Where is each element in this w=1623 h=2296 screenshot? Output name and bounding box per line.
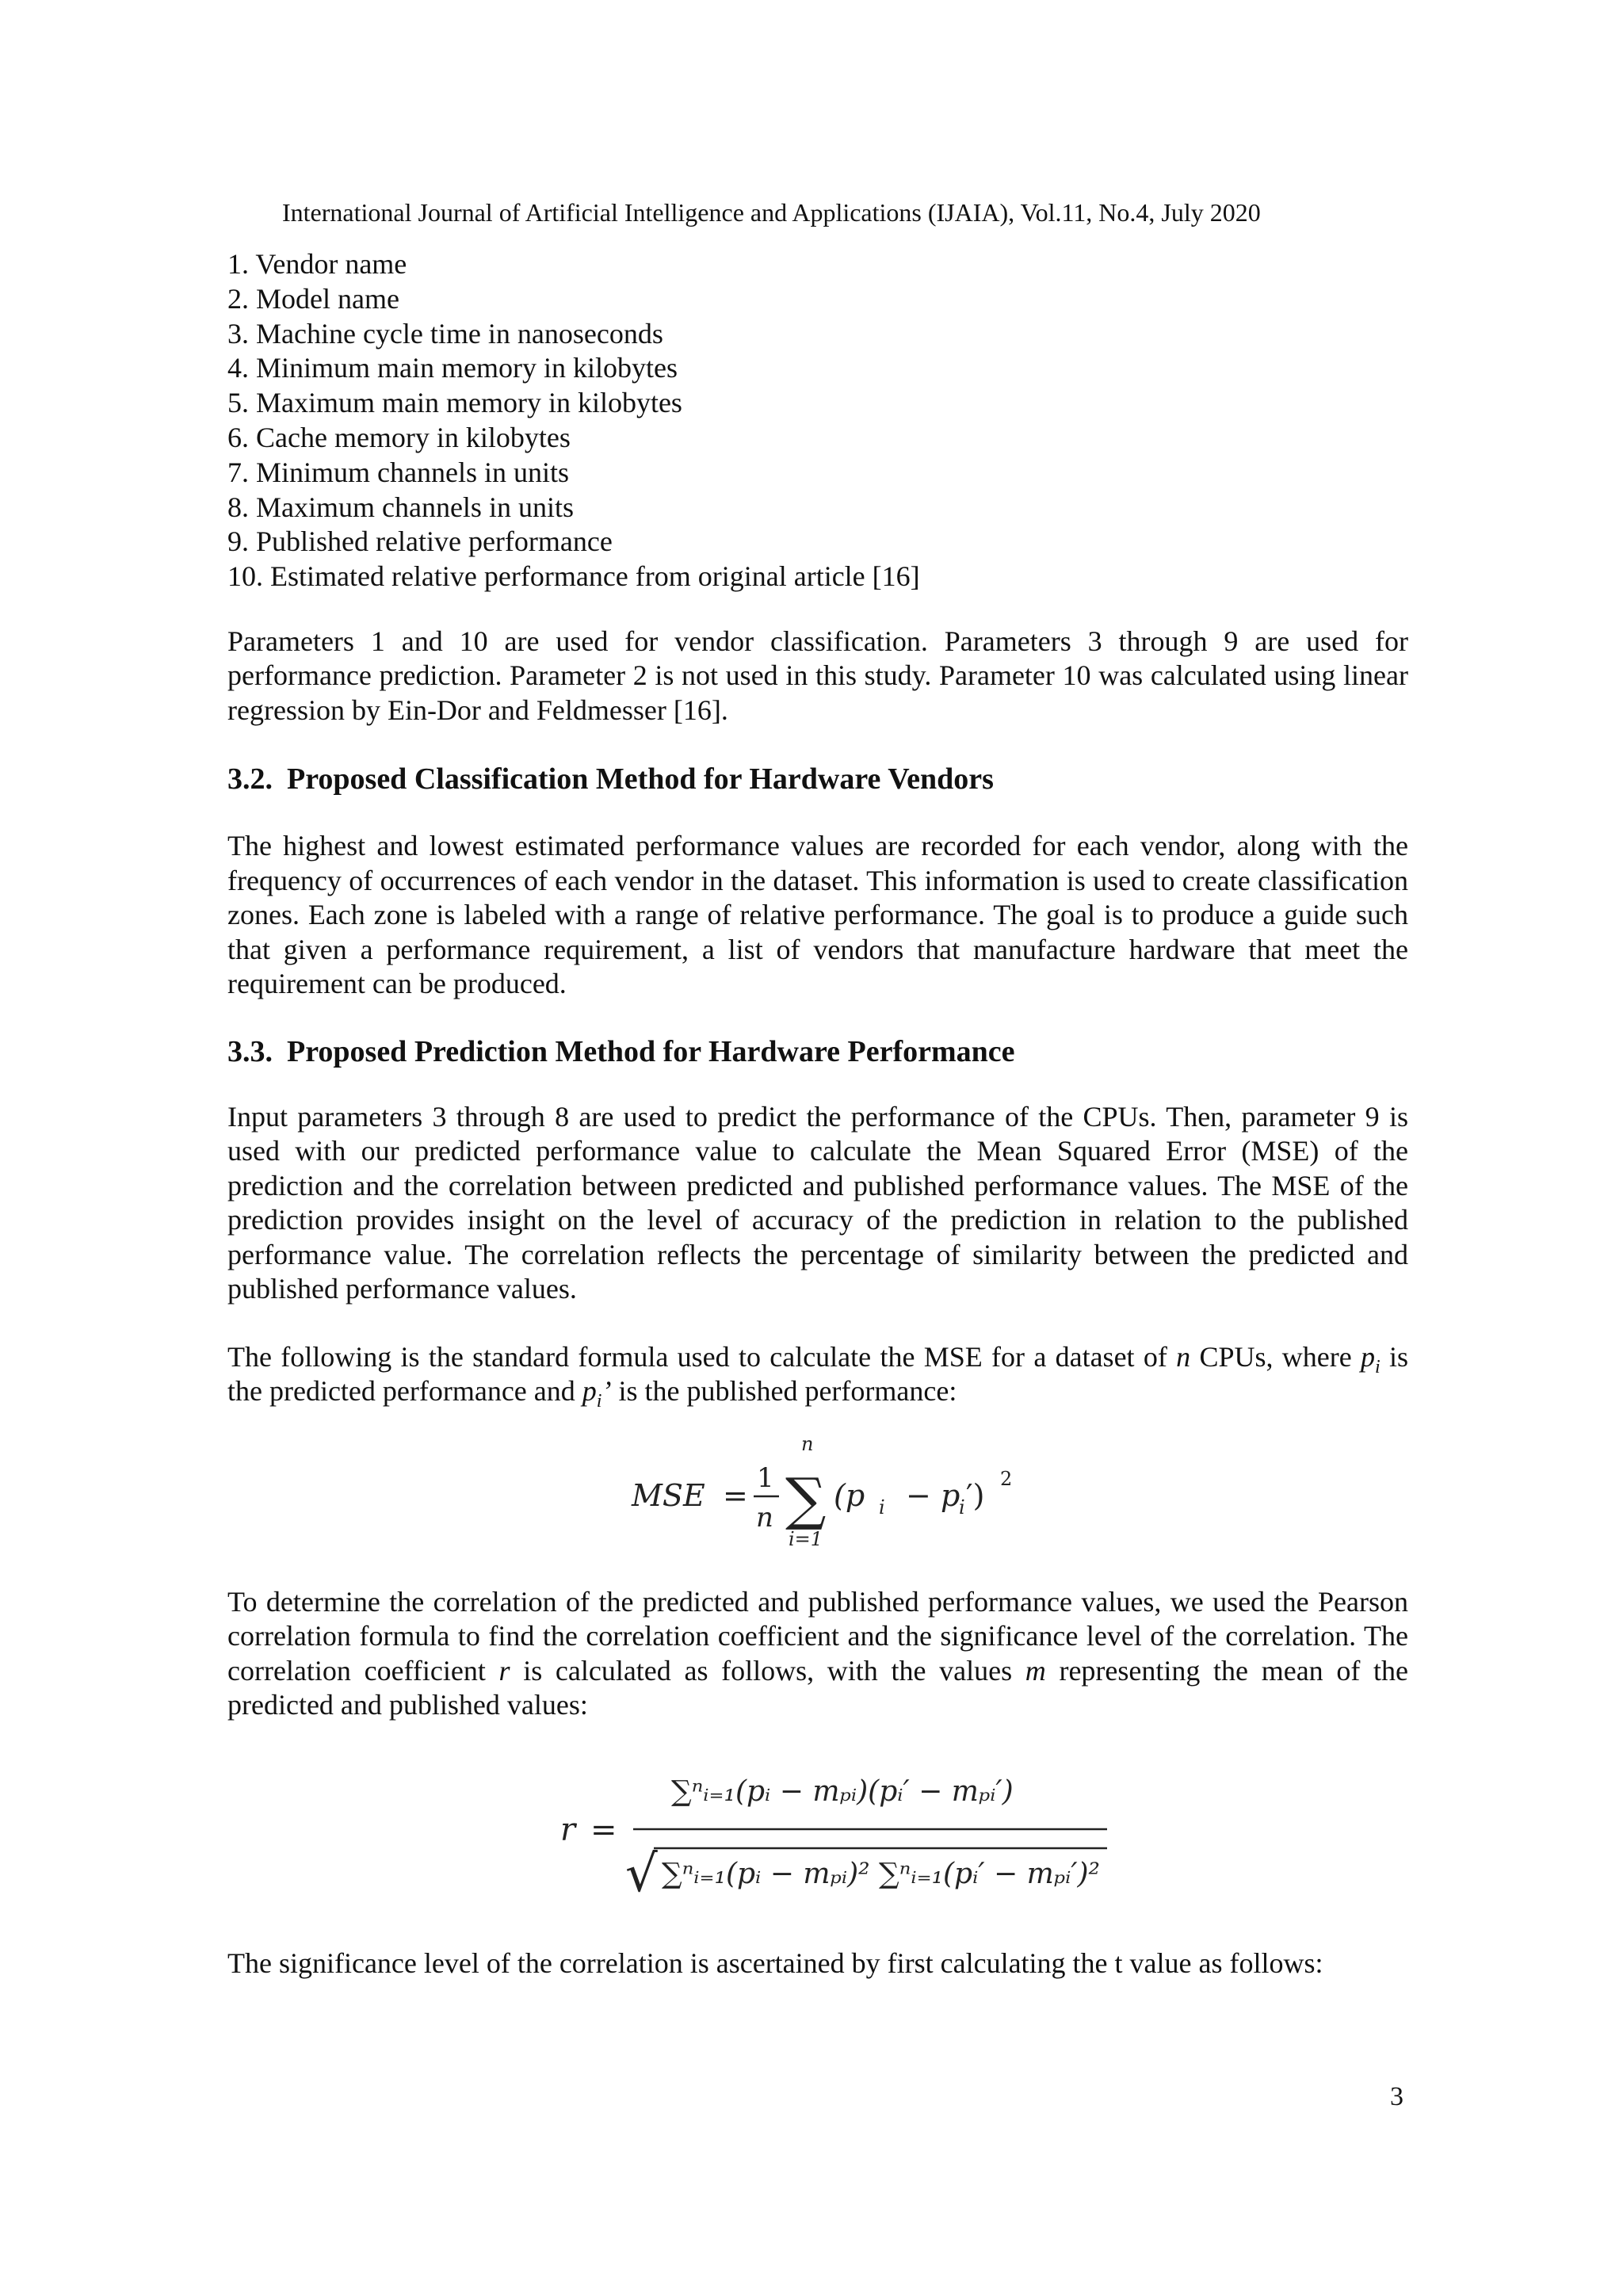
mse-sum-bottom: i=1 — [789, 1527, 823, 1550]
r-equals: = — [590, 1811, 617, 1848]
mse-square: 2 — [1000, 1467, 1013, 1490]
text-fragment: is the published performance: — [611, 1375, 957, 1408]
list-item: 3. Machine cycle time in nanoseconds — [227, 317, 663, 350]
text-fragment: To determine the correlation of the predicted and published performance values, we used the Pearson correlation formula to find the correlation coefficient and the significance level of the correlation. The correlation coefficient — [227, 1585, 1408, 1687]
section-title: Proposed Classification Method for Hardware Vendors — [287, 762, 994, 797]
text-fragment: representing the mean of the predicted and published values: — [227, 1654, 1408, 1721]
prime-mark: ’ — [601, 1375, 612, 1408]
list-item: 7. Minimum channels in units — [227, 456, 569, 488]
mse-formula — [227, 1433, 1408, 1552]
mse-n: n — [756, 1501, 773, 1534]
list-item: 10. Estimated relative performance from original article [16] — [227, 560, 920, 593]
list-item: 1. Vendor name — [227, 248, 407, 280]
mse-sub-i: i — [879, 1496, 885, 1519]
mse-minus: − — [906, 1477, 931, 1513]
pearson-formula — [227, 1755, 1408, 1913]
r-numerator: ∑ⁿᵢ₌₁(pᵢ − mₚᵢ)(pᵢ′ − mₚᵢ′) — [671, 1775, 1014, 1808]
subscript: i — [1375, 1357, 1381, 1378]
mse-formula-graphic — [227, 1433, 1408, 1552]
r-denominator: ∑ⁿᵢ₌₁(pᵢ − mₚᵢ)² ∑ⁿᵢ₌₁(pᵢ′ − mₚᵢ′)² — [662, 1857, 1100, 1890]
math-var: n — [1176, 1340, 1191, 1373]
mse-p2: p — [941, 1477, 960, 1513]
section-number: 3.3. — [227, 1034, 273, 1068]
section-title: Proposed Prediction Method for Hardware Performance — [287, 1034, 1015, 1068]
math-var-p: p — [582, 1375, 597, 1408]
section-heading-3-3 — [227, 1033, 1408, 1070]
r-sqrt-symbol: √ — [625, 1844, 658, 1904]
page-number: 3 — [1390, 2082, 1403, 2111]
mse-sub-i2: i — [959, 1496, 965, 1519]
text-fragment: CPUs, where — [1190, 1340, 1361, 1373]
correlation-intro-paragraph — [227, 1585, 1408, 1723]
math-var-p: p — [1361, 1340, 1376, 1373]
mse-intro-paragraph — [227, 1340, 1409, 1412]
prediction-paragraph: Input parameters 3 through 8 are used to predict the performance of the CPUs. Then, parameter 9 is used with our predicted performance value to calculate the Mean Squared Error (MSE) of the prediction and the correlation between predicted and published performance values. The MSE of the prediction provides insight on the level of accuracy of the prediction in relation to the published performance value. The correlation reflects the percentage of similarity between the predicted and published performance values. — [227, 1100, 1408, 1305]
section-number: 3.2. — [227, 762, 273, 797]
r-lhs: r — [560, 1811, 576, 1848]
mse-sum-symbol: ∑ — [785, 1465, 827, 1532]
section-heading-3-2 — [227, 761, 1408, 797]
pearson-formula-graphic — [227, 1755, 1408, 1913]
mse-equals: = — [723, 1477, 748, 1513]
list-item: 5. Maximum main memory in kilobytes — [227, 387, 682, 419]
text-fragment: is the predicted performance and — [227, 1340, 1409, 1408]
running-header: International Journal of Artificial Intelligence and Applications (IJAIA), Vol.11, No.4, July 2020 — [282, 198, 1261, 227]
mse-prime-close: ′) — [966, 1477, 985, 1513]
text-fragment: is calculated as follows, with the values — [510, 1654, 1025, 1687]
list-item: 9. Published relative performance — [227, 525, 613, 558]
math-var — [1361, 1340, 1381, 1378]
list-item: 2. Model name — [227, 282, 399, 315]
parameters-paragraph: Parameters 1 and 10 are used for vendor classification. Parameters 3 through 9 are used for performance prediction. Parameter 2 is not used in this study. Parameter 10 was calculated using linear regression by Ein-Dor and Feldmesser [16]. — [227, 625, 1408, 726]
subscript: i — [596, 1391, 602, 1412]
parameter-list — [227, 247, 1408, 594]
mse-sum-top: n — [801, 1432, 814, 1455]
math-var: r — [498, 1654, 510, 1687]
classification-paragraph: The highest and lowest estimated performance values are recorded for each vendor, along with the frequency of occurrences of each vendor in the dataset. This information is used to create classification zones. Each zone is labeled with a range of relative performance. The goal is to produce a guide such that given a performance requirement, a list of vendors that manufacture hardware that meet the requirement can be produced. — [227, 830, 1408, 1000]
mse-body-open: (p — [834, 1477, 865, 1513]
math-var: m — [1025, 1654, 1046, 1687]
page-content — [227, 247, 1408, 1981]
mse-one: 1 — [757, 1461, 774, 1494]
list-item: 4. Minimum main memory in kilobytes — [227, 352, 678, 384]
significance-paragraph: The significance level of the correlation is ascertained by first calculating the t value as follows: — [227, 1946, 1323, 1979]
text-fragment: The following is the standard formula used to calculate the MSE for a dataset of — [227, 1340, 1177, 1373]
mse-lhs: MSE — [632, 1477, 705, 1513]
math-var — [582, 1375, 612, 1412]
list-item: 8. Maximum channels in units — [227, 491, 574, 523]
list-item: 6. Cache memory in kilobytes — [227, 421, 571, 453]
